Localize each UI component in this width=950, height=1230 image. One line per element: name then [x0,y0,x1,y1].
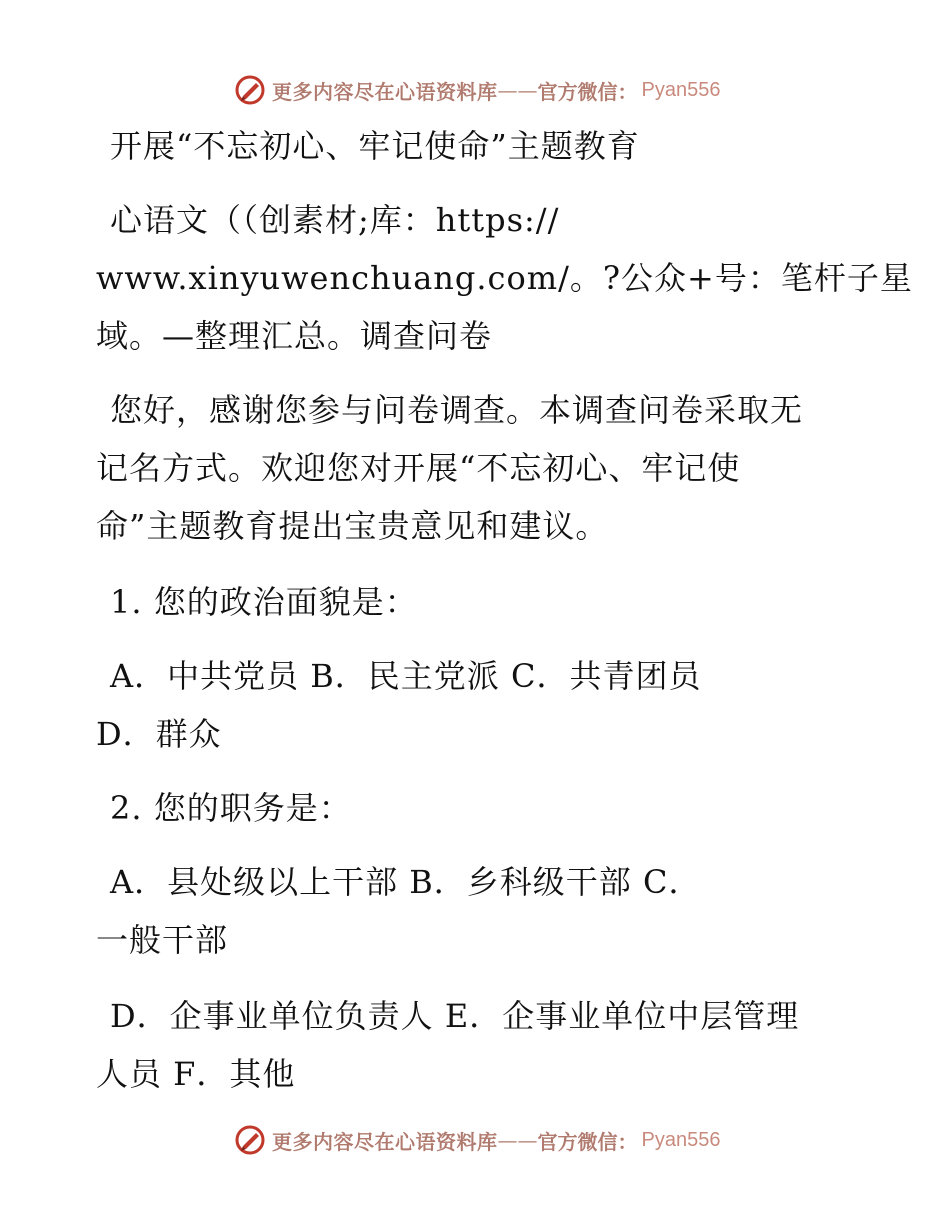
pen-logo-icon [234,74,266,106]
footer-banner-dash: —— [497,1128,538,1152]
footer-banner-wechat-label: 官方微信： [537,1129,638,1154]
question-1-options-line-1: A．中共党员 B．民主党派 C．共青团员 [110,657,702,695]
footer-banner-text: 更多内容尽在心语资料库 [272,1129,498,1154]
pen-logo-icon [234,1124,266,1156]
question-2-options-line-2: 一般干部 [96,921,229,959]
question-2-options-line-4: 人员 F．其他 [96,1055,296,1093]
intro-line-1: 您好，感谢您参与问卷调查。本调查问卷采取无 [110,391,804,429]
question-1: 1. 您的政治面貌是： [110,583,418,621]
banner-wechat-id: Pyan556 [641,78,721,101]
banner-dash: —— [497,78,538,102]
source-line-3: 域。—整理汇总。调查问卷 [96,317,493,355]
source-line-2: www.xinyuwenchuang.com/。?公众+号：笔杆子星 [96,259,913,297]
footer-banner [0,1120,950,1160]
intro-line-3: 命”主题教育提出宝贵意见和建议。 [96,507,609,545]
intro-line-2: 记名方式。欢迎您对开展“不忘初心、牢记使 [96,449,741,487]
banner-text: 更多内容尽在心语资料库 [272,79,498,104]
question-1-options-line-2: D．群众 [96,715,222,753]
header-banner [0,70,950,110]
banner-wechat-label: 官方微信： [537,79,638,104]
question-2: 2. 您的职务是： [110,789,352,827]
question-2-options-line-1: A．县处级以上干部 B．乡科级干部 C． [110,863,702,901]
footer-banner-wechat-id: Pyan556 [641,1128,721,1151]
question-2-options-line-3: D．企事业单位负责人 E．企事业单位中层管理 [110,997,800,1035]
document-title: 开展“不忘初心、牢记使命”主题教育 [110,127,640,165]
source-line-1: 心语文（（创素材;库：https:// [110,201,560,239]
